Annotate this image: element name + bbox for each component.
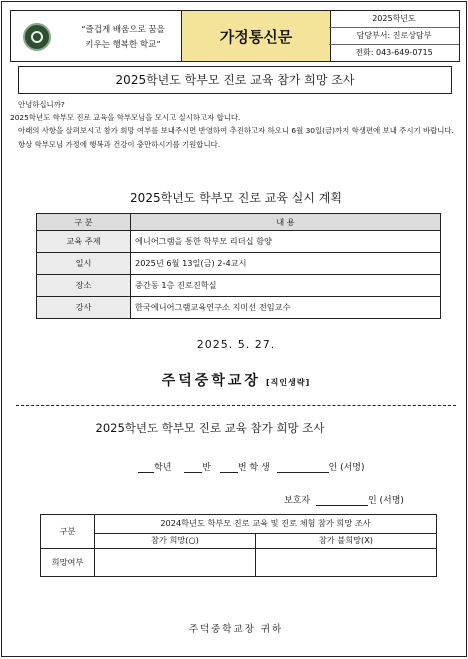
grade-suffix: 학년 [154, 463, 172, 473]
school-emblem-icon [23, 23, 51, 51]
body-paragraph-3: 항상 학부모님 가정에 행복과 건강이 충만하시기를 기원합니다. [18, 139, 221, 149]
seal-note: [직인생략] [266, 378, 311, 387]
class-blank[interactable] [184, 472, 202, 473]
response-options-row [41, 533, 437, 548]
letter-header [10, 10, 460, 62]
plan-header-value: 내 용 [131, 214, 441, 231]
student-name-blank[interactable] [277, 472, 329, 473]
plan-header-key: 구 분 [37, 214, 131, 231]
info-phone: 전화: 043-649-0715 [355, 48, 433, 57]
school-motto [67, 23, 179, 53]
plan-key: 일시 [37, 253, 131, 275]
plan-value: 중간동 1층 진로진학실 [131, 275, 441, 297]
response-table-header: 2024학년도 학부모 진로 교육 및 진로 체험 참가 희망 조사 [95, 515, 437, 534]
plan-value: 한국에니어그램교육연구소 지미선 전임교수 [131, 297, 441, 319]
info-year: 2025학년도 [329, 11, 459, 28]
footer-addressee: 주덕중학교장 귀하 [188, 624, 284, 635]
reply-title: 2025학년도 학부모 진로 교육 참가 희망 조사 [95, 421, 325, 435]
student-signature-note: 인 (서명) [328, 463, 365, 473]
survey-title: 2025학년도 학부모 진로 교육 참가 희망 조사 [18, 66, 452, 94]
table-row [37, 231, 441, 253]
answer-yes-cell[interactable] [95, 549, 256, 577]
plan-table [36, 213, 441, 319]
answer-no-cell[interactable] [255, 549, 436, 577]
issue-date: 2025. 5. 27. [196, 338, 276, 351]
motto-line-1: “즐겁게 배움으로 꿈을 [81, 25, 165, 35]
response-header-row [41, 515, 437, 534]
cut-line [16, 405, 456, 406]
response-answer-row [41, 549, 437, 577]
body-paragraph-2: 아래의 사항을 살펴보시고 참가 희망 여부를 보내주시면 반영하여 추진하고자 하오니 6월 30일(금)까지 학생편에 보내 주시기 바랍니다. [18, 126, 454, 136]
motto-line-2: 키우는 행복한 학교” [85, 40, 161, 50]
plan-key: 교육 주제 [37, 231, 131, 253]
plan-value: 에니어그램을 통한 학부모 리더십 함양 [131, 231, 441, 253]
parent-label: 보호자 [284, 496, 311, 506]
response-category: 구분 [41, 515, 95, 549]
letter-title: 가정통신문 [181, 11, 331, 61]
plan-key: 강사 [37, 297, 131, 319]
principal-name: 주덕중학교장 [161, 373, 261, 389]
principal-signature [2, 370, 468, 390]
response-row-label: 희망여부 [41, 549, 95, 577]
number-suffix: 번 학 생 [237, 463, 270, 473]
table-row [37, 275, 441, 297]
student-info-line [138, 460, 365, 473]
plan-header-row [37, 214, 441, 231]
notice-page [1, 1, 467, 657]
option-no: 참가 불희망(X) [255, 533, 436, 548]
greeting: 안녕하십니까? [18, 100, 65, 109]
parent-signature-note: 인 (서명) [367, 496, 404, 506]
letter-info [329, 11, 459, 61]
letter-body [10, 98, 460, 151]
body-paragraph-1: 2025학년도 학부모 진로 교육을 학부모님을 모시고 실시하고자 합니다. [10, 113, 241, 123]
plan-key: 장소 [37, 275, 131, 297]
plan-title: 2025학년도 학부모 진로 교육 실시 계획 [130, 191, 342, 205]
response-table [40, 514, 437, 577]
info-department: 담당부서: 진로상담부 [329, 28, 459, 45]
table-row [37, 297, 441, 319]
class-suffix: 반 [202, 463, 211, 473]
parent-info-line [284, 493, 404, 506]
parent-name-blank[interactable] [316, 505, 368, 506]
number-blank[interactable] [220, 472, 238, 473]
table-row [37, 253, 441, 275]
plan-value: 2025년 6월 13일(금) 2-4교시 [131, 253, 441, 275]
option-yes: 참가 희망(○) [95, 533, 256, 548]
grade-blank[interactable] [138, 472, 154, 473]
